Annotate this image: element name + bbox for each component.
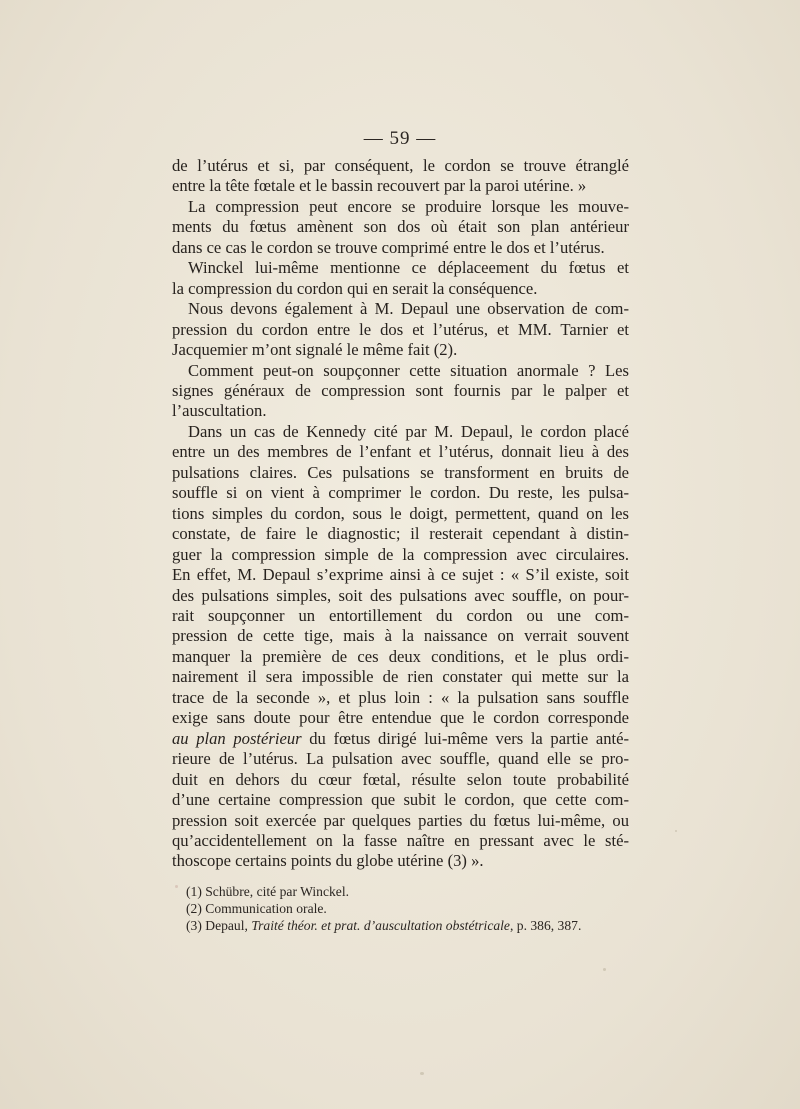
footnote-3-title: Traité théor. et prat. d’auscultation obstétricale [251, 918, 510, 933]
text-line: qu’accidentellement on la fasse naître en pressant avec le sté- [172, 830, 629, 850]
text-line: d’une certaine compression que subit le cordon, que cette com- [172, 790, 629, 810]
text-line: des pulsations simples, soit des pulsations avec souffle, on pour- [172, 585, 629, 605]
text-line [172, 729, 629, 749]
text-line: Winckel lui-même mentionne ce déplaceement du fœtus et [188, 258, 629, 278]
line-rest: du fœtus dirigé lui-même vers la partie anté- [301, 728, 629, 748]
text-line: pression de cette tige, mais à la naissance on verrait souvent [172, 626, 629, 646]
text-line: En effet, M. Depaul s’exprime ainsi à ce sujet : « S’il existe, soit [172, 565, 629, 585]
text-line: thoscope certains points du globe utérine (3) ». [172, 851, 484, 871]
body-text [172, 156, 629, 872]
text-line: rait soupçonner un entortillement du cordon ou une com- [172, 605, 629, 625]
text-line: entre un des membres de l’enfant et l’utérus, donnait lieu à des [172, 442, 629, 462]
text-line: de l’utérus et si, par conséquent, le cordon se trouve étranglé [172, 156, 629, 175]
text-line: dans ce cas le cordon se trouve comprimé entre le dos et l’utérus. [172, 237, 605, 257]
footnote-1: (1) Schübre, cité par Winckel. [186, 884, 350, 899]
text-line: tions simples du cordon, sous le doigt, permettent, quand on les [172, 503, 629, 523]
text-line: signes généraux de compression sont fournis par le palper et [172, 380, 629, 400]
text-line: la compression du cordon qui en serait la conséquence. [172, 278, 538, 298]
text-line: pulsations claires. Ces pulsations se transforment en bruits de [172, 462, 629, 482]
text-line: Dans un cas de Kennedy cité par M. Depaul, le cordon placé [188, 421, 629, 441]
footnotes [186, 883, 626, 934]
text-line: entre la tête fœtale et le bassin recouvert par la paroi utérine. » [172, 176, 587, 196]
text-line: nairement il sera impossible de rien constater qui mette sur la [172, 667, 629, 687]
text-line: manquer la première de ces deux conditions, et le plus ordi- [172, 646, 629, 666]
footnote-3-prefix: (3) Depaul, [186, 918, 252, 933]
footnote-3-suffix: , p. 386, 387. [509, 918, 582, 933]
text-line: Comment peut-on soupçonner cette situation anormale ? Les [188, 360, 629, 380]
text-line: La compression peut encore se produire lorsque les mouve- [188, 196, 629, 216]
footnote-3 [186, 917, 626, 934]
text-line: rieure de l’utérus. La pulsation avec souffle, quand elle se pro- [172, 749, 629, 769]
text-line: constate, de faire le diagnostic; il resterait cependant à distin- [172, 524, 629, 544]
text-line: duit en dehors du cœur fœtal, résulte selon toute probabilité [172, 769, 629, 789]
text-line: souffle si on vient à comprimer le cordon. Du reste, les pulsa- [172, 483, 629, 503]
text-line: exige sans doute pour être entendue que le cordon corresponde [172, 708, 629, 728]
page-number: — 59 — [363, 128, 437, 149]
text-line: pression du cordon entre le dos et l’utérus, et MM. Tarnier et [172, 319, 629, 339]
text-line: l’auscultation. [172, 401, 267, 421]
text-line: Jacquemier m’ont signalé le même fait (2). [172, 340, 458, 360]
text-line: Nous devons également à M. Depaul une observation de com- [188, 299, 629, 319]
text-line: pression soit exercée par quelques parties du fœtus lui-même, ou [172, 810, 629, 830]
italic-phrase: au plan postérieur [172, 728, 302, 748]
text-line: ments du fœtus amènent son dos où était son plan antérieur [172, 217, 629, 237]
footnote-2: (2) Communication orale. [186, 901, 327, 916]
text-line: guer la compression simple de la compression avec circulaires. [172, 544, 629, 564]
text-line: trace de la seconde », et plus loin : « la pulsation sans souffle [172, 687, 629, 707]
